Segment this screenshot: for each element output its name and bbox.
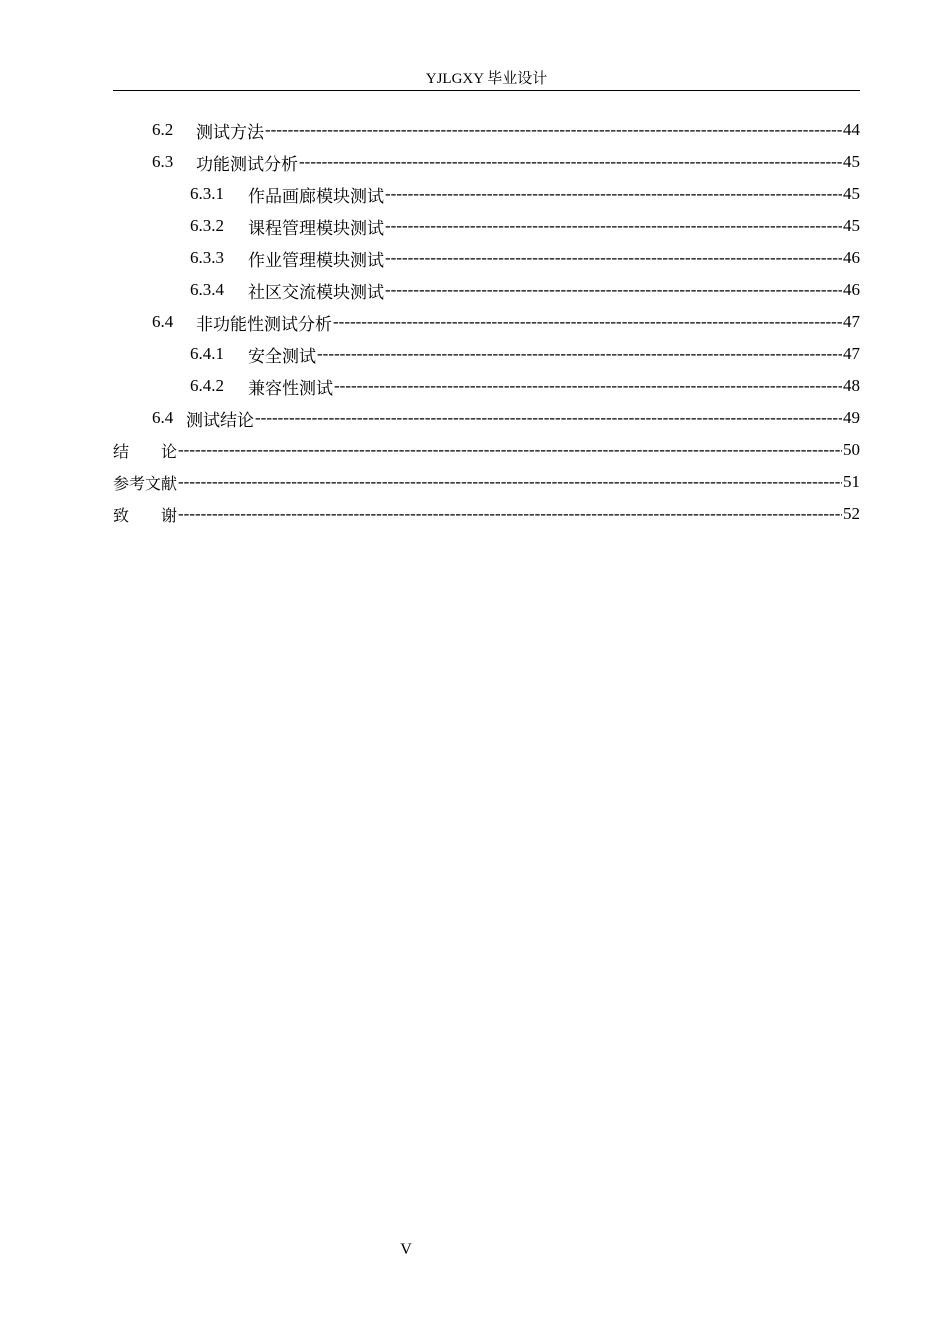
toc-entry-number: 6.4 — [152, 408, 174, 427]
toc-entry-conclusion[interactable] — [113, 434, 860, 466]
toc-entry-title: 安全测试 — [248, 346, 316, 366]
toc-entry-number: 6.3 — [152, 152, 174, 171]
toc-entry-page: 51 — [843, 472, 860, 491]
toc-entry-6-3-4[interactable] — [113, 274, 860, 306]
toc-entry-6-4-1[interactable] — [113, 338, 860, 370]
toc-entry-page: 46 — [843, 280, 860, 299]
toc-entry-title: 作品画廊模块测试 — [248, 186, 384, 206]
table-of-contents — [113, 114, 860, 530]
toc-entry-title: 非功能性测试分析 — [196, 314, 332, 334]
dot-leader — [255, 408, 842, 428]
page-number: V — [400, 1241, 412, 1258]
toc-entry-title: 课程管理模块测试 — [248, 218, 384, 238]
toc-entry-page: 44 — [843, 120, 860, 139]
toc-entry-title: 作业管理模块测试 — [248, 250, 384, 270]
toc-entry-6-3[interactable] — [113, 146, 860, 178]
toc-entry-6-2[interactable] — [113, 114, 860, 146]
toc-entry-title: 社区交流模块测试 — [248, 282, 384, 302]
toc-entry-title: 功能测试分析 — [196, 154, 298, 174]
dot-leader — [385, 280, 842, 300]
toc-entry-6-4-2[interactable] — [113, 370, 860, 402]
toc-entry-number: 6.4.1 — [190, 344, 224, 363]
page-header — [113, 68, 860, 91]
dot-leader — [178, 504, 842, 524]
toc-entry-references[interactable] — [113, 466, 860, 498]
dot-leader — [299, 152, 842, 172]
page-footer — [0, 1241, 812, 1259]
dot-leader — [385, 184, 842, 204]
dot-leader — [385, 248, 842, 268]
dot-leader — [265, 120, 842, 140]
toc-entry-6-4[interactable] — [113, 306, 860, 338]
toc-entry-page: 47 — [843, 312, 860, 331]
toc-entry-number: 6.3.3 — [190, 248, 224, 267]
toc-entry-page: 46 — [843, 248, 860, 267]
dot-leader — [334, 376, 842, 396]
toc-entry-number: 6.4.2 — [190, 376, 224, 395]
toc-entry-number: 6.3.4 — [190, 280, 224, 299]
toc-entry-acknowledgements[interactable] — [113, 498, 860, 530]
toc-entry-number: 6.4 — [152, 312, 174, 331]
dot-leader — [178, 440, 842, 460]
toc-entry-page: 50 — [843, 440, 860, 459]
toc-entry-number: 6.2 — [152, 120, 174, 139]
toc-entry-number: 6.3.1 — [190, 184, 224, 203]
toc-entry-title: 兼容性测试 — [248, 378, 333, 398]
toc-entry-page: 45 — [843, 216, 860, 235]
toc-entry-title: 致 谢 — [113, 505, 178, 525]
toc-entry-title: 测试结论 — [186, 410, 254, 430]
toc-entry-6-3-2[interactable] — [113, 210, 860, 242]
dot-leader — [317, 344, 842, 364]
dot-leader — [333, 312, 842, 332]
dot-leader — [385, 216, 842, 236]
toc-entry-title: 参考文献 — [113, 473, 178, 493]
header-text: YJLGXY 毕业设计 — [425, 71, 548, 87]
toc-entry-number: 6.3.2 — [190, 216, 224, 235]
toc-entry-page: 48 — [843, 376, 860, 395]
toc-entry-6-3-3[interactable] — [113, 242, 860, 274]
toc-entry-page: 49 — [843, 408, 860, 427]
toc-entry-page: 52 — [843, 504, 860, 523]
dot-leader — [178, 472, 842, 492]
toc-entry-page: 45 — [843, 184, 860, 203]
toc-entry-6-4-conclusion[interactable] — [113, 402, 860, 434]
toc-entry-page: 47 — [843, 344, 860, 363]
toc-entry-6-3-1[interactable] — [113, 178, 860, 210]
toc-entry-page: 45 — [843, 152, 860, 171]
toc-entry-title: 测试方法 — [196, 122, 264, 142]
toc-entry-title: 结 论 — [113, 441, 178, 461]
